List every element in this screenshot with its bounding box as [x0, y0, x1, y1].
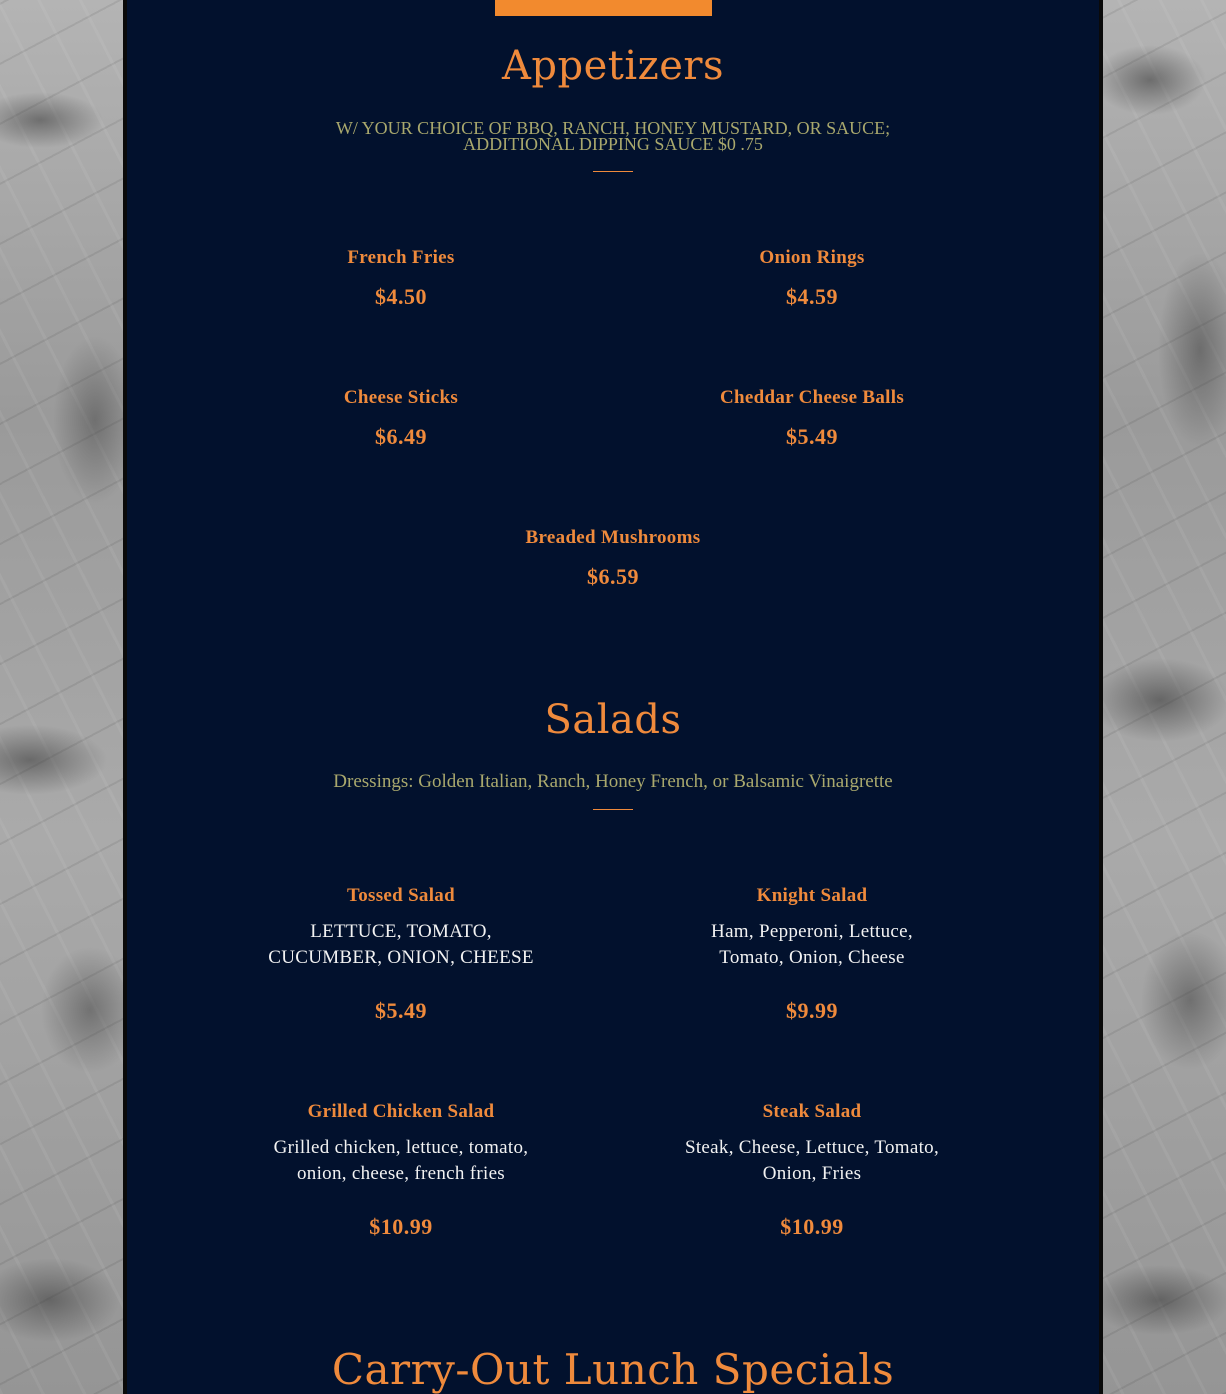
description-line: Onion, Fries	[762, 1163, 862, 1184]
menu-item-price: $6.59	[587, 564, 639, 589]
salads-divider	[593, 809, 633, 810]
menu-item-name: Breaded Mushrooms	[525, 527, 701, 548]
menu-item-price: $5.49	[786, 424, 838, 449]
salads-heading: Salads	[544, 697, 682, 743]
description-line: Ham, Pepperoni, Lettuce,	[711, 921, 913, 942]
menu-item-price: $5.49	[375, 998, 427, 1023]
appetizers-subtitle-line1: W/ YOUR CHOICE OF BBQ, RANCH, HONEY MUSTARD, OR SAUCE;	[335, 118, 891, 138]
salads-subtitle: Dressings: Golden Italian, Ranch, Honey French, or Balsamic Vinaigrette	[333, 771, 893, 792]
description-line: LETTUCE, TOMATO,	[310, 921, 492, 942]
menu-item-description	[612, 1135, 1012, 1187]
top-accent-tab[interactable]	[495, 0, 712, 16]
menu-item-price: $4.59	[786, 284, 838, 309]
menu-item-price: $9.99	[786, 998, 838, 1023]
description-line: Tomato, Onion, Cheese	[719, 947, 905, 968]
menu-item-name: Grilled Chicken Salad	[307, 1101, 495, 1122]
description-line: CUCUMBER, ONION, CHEESE	[268, 947, 534, 968]
menu-panel	[123, 0, 1103, 1394]
menu-item-name: Knight Salad	[756, 885, 868, 906]
description-line: Grilled chicken, lettuce, tomato,	[273, 1137, 529, 1158]
description-line: Steak, Cheese, Lettuce, Tomato,	[684, 1137, 940, 1158]
menu-item-name: Steak Salad	[762, 1101, 862, 1122]
menu-item-name: Cheese Sticks	[343, 387, 459, 408]
menu-item-price: $10.99	[369, 1214, 433, 1239]
menu-item-name: French Fries	[347, 247, 455, 268]
appetizers-subtitle-line2: ADDITIONAL DIPPING SAUCE $0 .75	[463, 134, 763, 154]
menu-item-name: Onion Rings	[759, 247, 865, 268]
menu-item-description	[612, 919, 1012, 971]
appetizers-divider	[593, 171, 633, 172]
menu-item-price: $6.49	[375, 424, 427, 449]
description-line: onion, cheese, french fries	[296, 1163, 506, 1184]
appetizers-heading: Appetizers	[501, 43, 725, 89]
carryout-heading: Carry-Out Lunch Specials	[331, 1345, 895, 1394]
menu-item-name: Tossed Salad	[347, 885, 455, 906]
appetizers-subtitle	[127, 120, 1099, 152]
menu-item-description	[201, 1135, 601, 1187]
menu-item-name: Cheddar Cheese Balls	[719, 387, 905, 408]
menu-item-description	[201, 919, 601, 971]
menu-item-price: $4.50	[375, 284, 427, 309]
menu-item-price: $10.99	[780, 1214, 844, 1239]
